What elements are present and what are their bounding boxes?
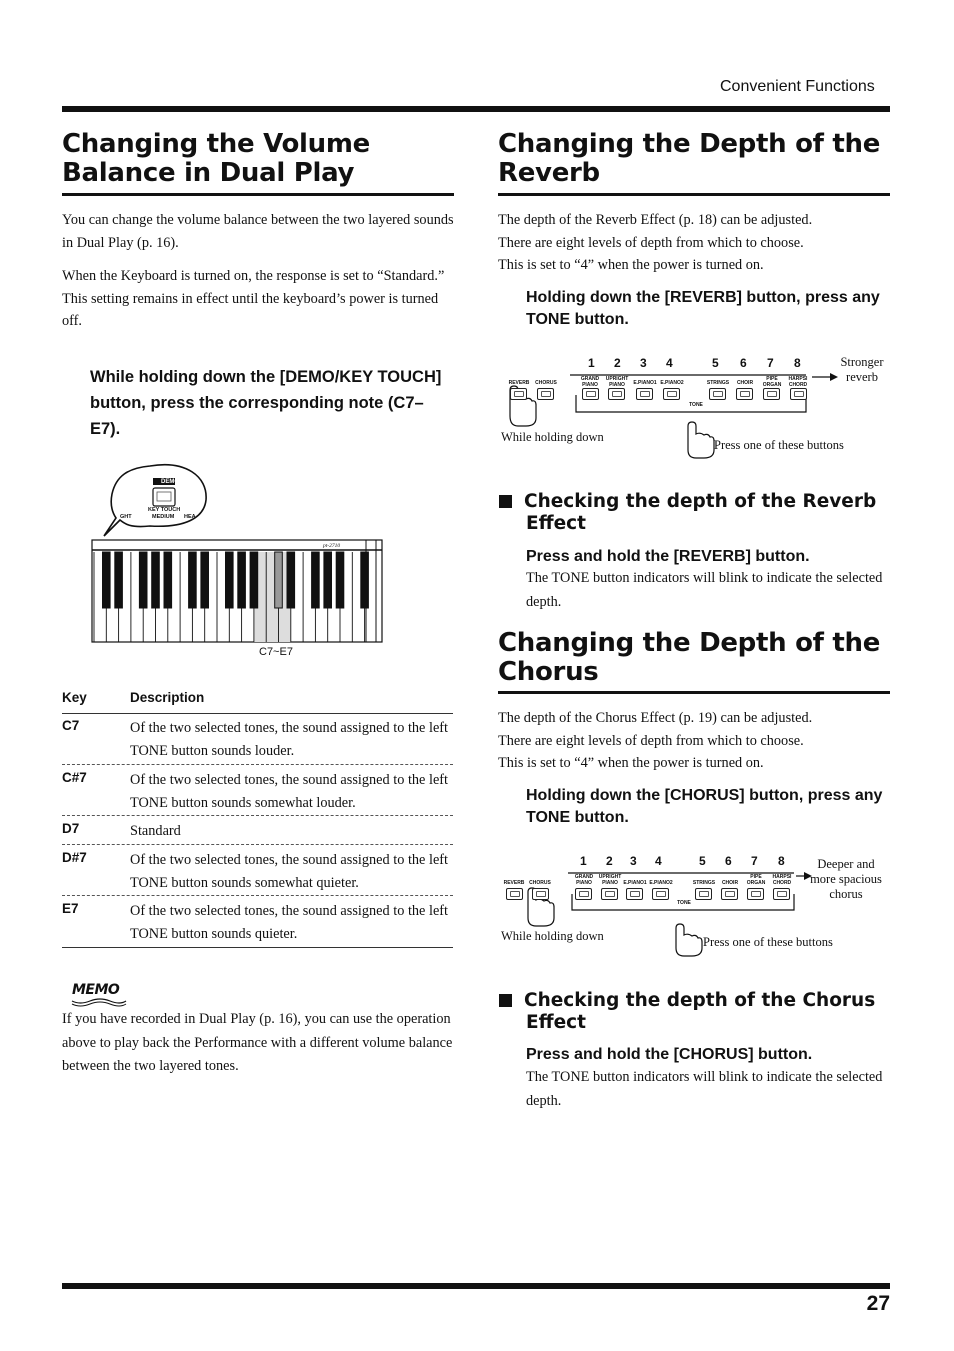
- default-text: When the Keyboard is turned on, the response is set to “Standard.”: [62, 268, 445, 284]
- tone-button-grand-piano[interactable]: [575, 888, 592, 900]
- black-key: [238, 552, 246, 608]
- reverb-step-instruction: Holding down the [REVERB] button, press any TONE button.: [526, 289, 880, 328]
- black-key: [152, 552, 160, 608]
- chorus-check-text: The TONE button indicators will blink to indicate the selected depth.: [526, 1069, 883, 1109]
- tone-button-grand-piano[interactable]: [582, 388, 599, 400]
- chorus-intro: [498, 707, 890, 775]
- row-divider: [62, 895, 453, 896]
- volume-balance-table: [62, 690, 453, 950]
- reverb-button[interactable]: [510, 388, 527, 400]
- depth-number: 1: [580, 854, 587, 868]
- hand-icon: [688, 422, 714, 458]
- row-key: E7: [62, 901, 79, 916]
- chorus-intro-line: There are eight levels of depth from which to choose.: [498, 732, 804, 749]
- range-label: C7~E7: [259, 646, 293, 658]
- reverb-button[interactable]: [506, 888, 523, 900]
- medium-label: MEDIUM: [152, 514, 175, 520]
- tone-label: E.PIANO2: [660, 380, 684, 386]
- while-holding-label: While holding down: [501, 430, 604, 444]
- black-key: [164, 552, 172, 608]
- row-divider: [62, 764, 453, 765]
- table-header-rule: [62, 713, 453, 714]
- reverb-title: [498, 130, 893, 188]
- stronger-reverb-note: Stronger reverb: [840, 355, 884, 384]
- title-line-2: Chorus: [498, 657, 599, 687]
- header-rule: [62, 106, 890, 112]
- tone-label: HARPSI CHORD: [772, 874, 792, 886]
- depth-number: 3: [630, 854, 637, 868]
- reverb-check-heading: [526, 491, 886, 535]
- chorus-title: [498, 629, 893, 687]
- reverb-button-diagram: [500, 350, 892, 460]
- black-key: [312, 552, 320, 608]
- row-key: D7: [62, 821, 80, 836]
- tone-label: E.PIANO1: [623, 880, 647, 886]
- depth-number: 4: [666, 356, 673, 370]
- title-rule: [498, 193, 890, 196]
- title-rule: [498, 691, 890, 694]
- chorus-intro-line: The depth of the Chorus Effect (p. 19) can be adjusted.: [498, 710, 813, 726]
- highlighted-keys: [254, 552, 291, 642]
- memo-text: If you have recorded in Dual Play (p. 16), you can use the operation above to play back the Performance with a different volume balance between the two layered tones.: [62, 1011, 453, 1074]
- tone-button-strings[interactable]: [709, 388, 726, 400]
- demo-label: DEMO: [161, 479, 179, 485]
- footer-rule: [62, 1283, 890, 1289]
- tone-button-choir[interactable]: [736, 388, 753, 400]
- chorus-button-diagram: [500, 850, 892, 960]
- tone-group-label: TONE: [672, 901, 696, 907]
- reverb-intro-line: The depth of the Reverb Effect (p. 18) can be adjusted.: [498, 212, 813, 228]
- reverb-check-text: The TONE button indicators will blink to indicate the selected depth.: [526, 570, 883, 610]
- deeper-chorus-note: Deeper and more spacious chorus: [810, 857, 882, 901]
- black-key: [226, 552, 234, 608]
- tone-button-harpsichord[interactable]: [773, 888, 790, 900]
- row-desc: Of the two selected tones, the sound assigned to the left TONE button sounds quieter.: [130, 903, 449, 942]
- tone-label: GRAND PIANO: [580, 376, 600, 388]
- depth-number: 8: [794, 356, 801, 370]
- tone-label: STRINGS: [692, 880, 716, 886]
- volume-balance-title: [62, 130, 457, 188]
- title-line-2: Reverb: [498, 158, 600, 188]
- tone-button-upright-piano[interactable]: [601, 888, 618, 900]
- tone-label: CHOIR: [721, 880, 739, 886]
- tone-label: E.PIANO1: [633, 380, 657, 386]
- chorus-button[interactable]: [532, 888, 549, 900]
- memo-label: MEMO: [72, 982, 120, 998]
- depth-number: 1: [588, 356, 595, 370]
- chorus-intro-line: This is set to “4” when the power is turned on.: [498, 755, 764, 771]
- model-label: pt-2710: [323, 543, 341, 549]
- tone-button-pipe-organ[interactable]: [747, 888, 764, 900]
- tone-label: GRAND PIANO: [574, 874, 594, 886]
- depth-number: 7: [767, 356, 774, 370]
- depth-number: 2: [606, 854, 613, 868]
- effect-label: CHORUS: [535, 380, 557, 386]
- row-key: D#7: [62, 850, 87, 865]
- row-key: C7: [62, 718, 80, 733]
- reverb-intro-line: There are eight levels of depth from which to choose.: [498, 234, 804, 251]
- effect-label: CHORUS: [529, 880, 551, 886]
- depth-number: 5: [699, 854, 706, 868]
- title-line-1: Changing the Depth of the: [498, 628, 881, 658]
- keyboard-illustration: [90, 462, 390, 662]
- bullet-square: [499, 495, 512, 508]
- black-key: [361, 552, 369, 608]
- tone-label: UPRIGHT PIANO: [598, 874, 622, 886]
- intro-paragraph: You can change the volume balance between the two layered sounds in Dual Play (p. 16).: [62, 212, 454, 251]
- section-header: Convenient Functions: [720, 78, 875, 95]
- row-desc: Of the two selected tones, the sound assigned to the left TONE button sounds louder.: [130, 720, 449, 759]
- depth-number: 8: [778, 854, 785, 868]
- black-key: [275, 552, 283, 608]
- col-key-header: Key: [62, 690, 87, 705]
- depth-number: 4: [655, 854, 662, 868]
- depth-number: 6: [740, 356, 747, 370]
- tone-button-epiano2[interactable]: [652, 888, 669, 900]
- press-buttons-label: Press one of these buttons: [714, 438, 844, 452]
- chorus-button[interactable]: [537, 388, 554, 400]
- retain-text: This setting remains in effect until the keyboard’s power is turned off.: [62, 290, 439, 329]
- black-key: [250, 552, 258, 608]
- reverb-intro-line: This is set to “4” when the power is turned on.: [498, 257, 764, 273]
- title-line-2: Balance in Dual Play: [62, 158, 355, 188]
- table-bottom-rule: [62, 947, 453, 948]
- effect-label: REVERB: [508, 380, 530, 386]
- keyboard-figure: [90, 462, 390, 662]
- chorus-check-step: Press and hold the [CHORUS] button.: [526, 1046, 813, 1063]
- black-key: [324, 552, 332, 608]
- page-number: 27: [866, 1292, 890, 1315]
- effect-label: REVERB: [503, 880, 525, 886]
- reverb-intro: [498, 209, 890, 277]
- memo-icon: [70, 983, 128, 1007]
- row-key: C#7: [62, 770, 87, 785]
- hand-icon: [676, 924, 702, 956]
- depth-number: 3: [640, 356, 647, 370]
- reverb-check-title: Checking the depth of the Reverb Effect: [524, 491, 877, 534]
- depth-number: 6: [725, 854, 732, 868]
- tone-group-label: TONE: [684, 403, 708, 409]
- heavy-label: HEA: [184, 514, 196, 520]
- row-desc: Of the two selected tones, the sound assigned to the left TONE button sounds somewhat louder.: [130, 772, 449, 811]
- black-key: [201, 552, 209, 608]
- chorus-check-title: Checking the depth of the Chorus Effect: [524, 990, 876, 1033]
- title-line-1: Changing the Depth of the: [498, 129, 881, 159]
- black-key: [287, 552, 295, 608]
- while-holding-label: While holding down: [501, 929, 604, 943]
- light-label: GHT: [120, 514, 132, 520]
- tone-button-epiano1[interactable]: [626, 888, 643, 900]
- row-desc: Of the two selected tones, the sound assigned to the left TONE button sounds somewhat quieter.: [130, 852, 449, 891]
- tone-label: E.PIANO2: [649, 880, 673, 886]
- col-desc-header: Description: [130, 690, 205, 705]
- tone-label: HARPSI CHORD: [788, 376, 808, 388]
- depth-number: 2: [614, 356, 621, 370]
- tone-label: STRINGS: [706, 380, 730, 386]
- tone-label: UPRIGHT PIANO: [605, 376, 629, 388]
- title-line-1: Changing the Volume: [62, 129, 370, 159]
- reverb-check-step: Press and hold the [REVERB] button.: [526, 548, 810, 565]
- tone-button-pipe-organ[interactable]: [763, 388, 780, 400]
- tone-button-epiano2[interactable]: [663, 388, 680, 400]
- default-paragraph: [62, 265, 457, 333]
- chorus-step-instruction: Holding down the [CHORUS] button, press any TONE button.: [526, 787, 883, 826]
- tone-button-upright-piano[interactable]: [608, 388, 625, 400]
- black-key: [139, 552, 147, 608]
- black-key: [103, 552, 111, 608]
- chorus-check-heading: [526, 990, 886, 1034]
- tone-label: CHOIR: [736, 380, 754, 386]
- tone-label: PIPE ORGAN: [762, 376, 782, 388]
- title-rule: [62, 193, 454, 196]
- row-divider: [62, 844, 453, 845]
- bullet-square: [499, 994, 512, 1007]
- row-divider: [62, 815, 453, 816]
- tone-button-choir[interactable]: [721, 888, 738, 900]
- tone-button-strings[interactable]: [695, 888, 712, 900]
- tone-label: PIPE ORGAN: [746, 874, 766, 886]
- depth-number: 5: [712, 356, 719, 370]
- black-key: [115, 552, 123, 608]
- row-desc: Standard: [130, 823, 181, 839]
- key-touch-label: KEY TOUCH: [148, 507, 181, 513]
- tone-button-epiano1[interactable]: [636, 388, 653, 400]
- dual-step-instruction: While holding down the [DEMO/KEY TOUCH] button, press the corresponding note (C7–E7).: [90, 368, 442, 438]
- black-key: [336, 552, 344, 608]
- depth-number: 7: [751, 854, 758, 868]
- tone-button-harpsichord[interactable]: [790, 388, 807, 400]
- black-key: [189, 552, 197, 608]
- press-buttons-label: Press one of these buttons: [703, 935, 833, 949]
